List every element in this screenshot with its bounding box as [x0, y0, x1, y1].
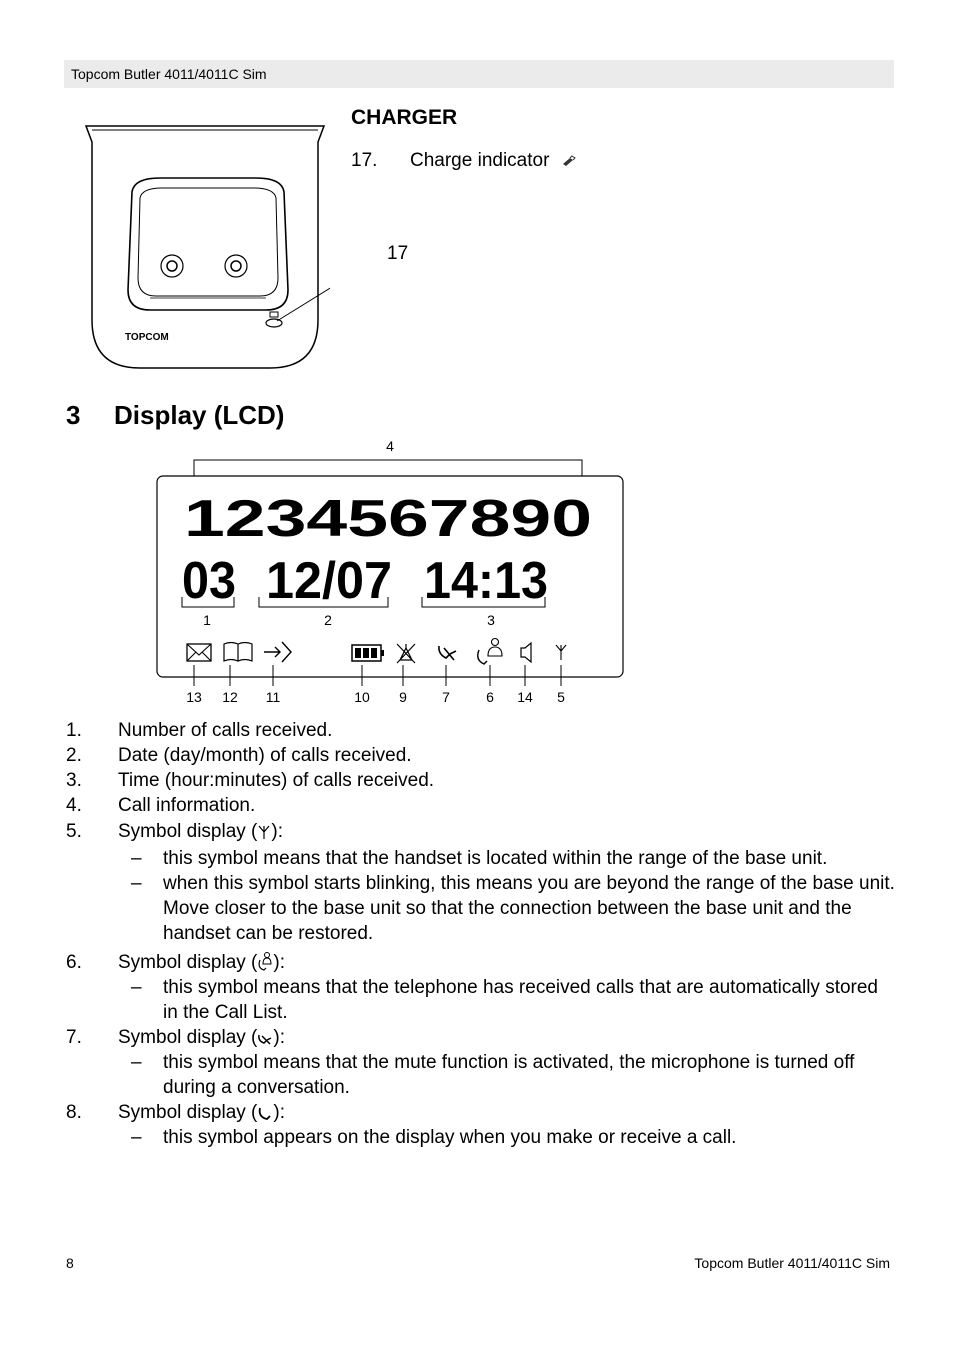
list-item-text: Date (day/month) of calls received. — [118, 745, 412, 766]
section-number: 3 — [66, 400, 81, 430]
list-subitem — [66, 1125, 896, 1150]
list-item — [66, 793, 896, 818]
dash: – — [131, 1127, 142, 1148]
callout-2: 2 — [324, 612, 332, 628]
list-item-text-post: ): — [273, 1027, 285, 1048]
list-item-number: 2. — [66, 745, 82, 766]
list-item-number: 3. — [66, 770, 82, 791]
list-subitem — [66, 1050, 896, 1100]
list-item-text-pre: Symbol display ( — [118, 1102, 258, 1123]
lcd-number-row: 1234567890 — [184, 490, 592, 548]
charger-item-label: Charge indicator — [410, 150, 550, 171]
list-item-number: 5. — [66, 821, 82, 842]
call-list-icon — [257, 951, 273, 971]
page-number: 8 — [66, 1255, 74, 1271]
list-item-number: 1. — [66, 720, 82, 741]
list-item — [66, 1025, 896, 1050]
lcd-diagram — [150, 434, 630, 714]
callout-label-17: 17 — [387, 243, 409, 264]
section-heading — [66, 400, 284, 431]
list-item-text-post: ): — [273, 1102, 285, 1123]
charger-logo: TOPCOM — [125, 332, 169, 343]
handset-cradle — [128, 178, 288, 310]
list-item-text: Time (hour:minutes) of calls received. — [118, 770, 435, 791]
callout-12: 12 — [222, 689, 238, 705]
callout-7: 7 — [442, 689, 450, 705]
list-item — [66, 718, 896, 743]
callout-3: 3 — [487, 612, 495, 628]
list-subitem-text: this symbol means that the handset is located within the range of the base unit. — [163, 848, 828, 869]
list-subitem — [66, 846, 896, 871]
list-subitem-text: when this symbol starts blinking, this means you are beyond the range of the base unit. Move closer to the base unit so that the connection between the base unit and the handset can be restored. — [163, 873, 895, 944]
callout-13: 13 — [186, 689, 202, 705]
list-item-text-post: ): — [273, 952, 285, 973]
lcd-legend-list — [66, 718, 896, 1150]
list-item — [66, 768, 896, 793]
list-item-text-pre: Symbol display ( — [118, 1027, 258, 1048]
phone-handset-icon — [257, 1105, 273, 1121]
charger-heading: CHARGER — [351, 106, 458, 129]
charge-indicator-icon — [561, 155, 577, 167]
list-item-number: 8. — [66, 1102, 82, 1123]
list-item-text: Call information. — [118, 795, 256, 816]
list-item-text-post: ): — [271, 821, 283, 842]
charging-contact-left — [161, 255, 183, 277]
dash: – — [131, 873, 142, 894]
lcd-call-count: 03 — [182, 552, 236, 610]
lcd-call-date: 12/07 — [266, 552, 392, 610]
dash: – — [131, 1052, 142, 1073]
dash: – — [131, 977, 142, 998]
antenna-icon — [257, 822, 271, 840]
lcd-call-time: 14:13 — [424, 552, 548, 610]
list-subitem-text: this symbol appears on the display when you make or receive a call. — [163, 1127, 737, 1148]
charger-illustration — [80, 120, 330, 375]
callout-1: 1 — [203, 612, 211, 628]
callout-6: 6 — [486, 689, 494, 705]
charging-contact-right — [225, 255, 247, 277]
list-item — [66, 819, 896, 844]
list-subitem-text: this symbol means that the mute function is activated, the microphone is turned off during a conversation. — [163, 1052, 855, 1098]
mute-icon — [257, 1030, 273, 1046]
callout-5: 5 — [557, 689, 565, 705]
running-header: Topcom Butler 4011/4011C Sim — [64, 60, 894, 88]
list-item-number: 6. — [66, 952, 82, 973]
list-item — [66, 743, 896, 768]
section-title: Display (LCD) — [114, 400, 285, 430]
callout-4: 4 — [386, 438, 394, 454]
dash: – — [131, 848, 142, 869]
list-item-text-pre: Symbol display ( — [118, 821, 258, 842]
list-subitem — [66, 871, 896, 946]
list-item-text: Number of calls received. — [118, 720, 333, 741]
callout-11: 11 — [265, 689, 281, 705]
callout-9: 9 — [399, 689, 407, 705]
list-item-number: 7. — [66, 1027, 82, 1048]
charger-item-number: 17. — [351, 150, 378, 171]
running-footer: Topcom Butler 4011/4011C Sim — [694, 1255, 890, 1271]
list-item — [66, 1100, 896, 1125]
callout-14: 14 — [517, 689, 533, 705]
list-item-text-pre: Symbol display ( — [118, 952, 258, 973]
list-subitem — [66, 975, 896, 1025]
callout-10: 10 — [354, 689, 370, 705]
list-item-number: 4. — [66, 795, 82, 816]
list-subitem-text: this symbol means that the telephone has received calls that are automatically stored in the Call List. — [163, 977, 878, 1023]
list-item — [66, 950, 896, 975]
